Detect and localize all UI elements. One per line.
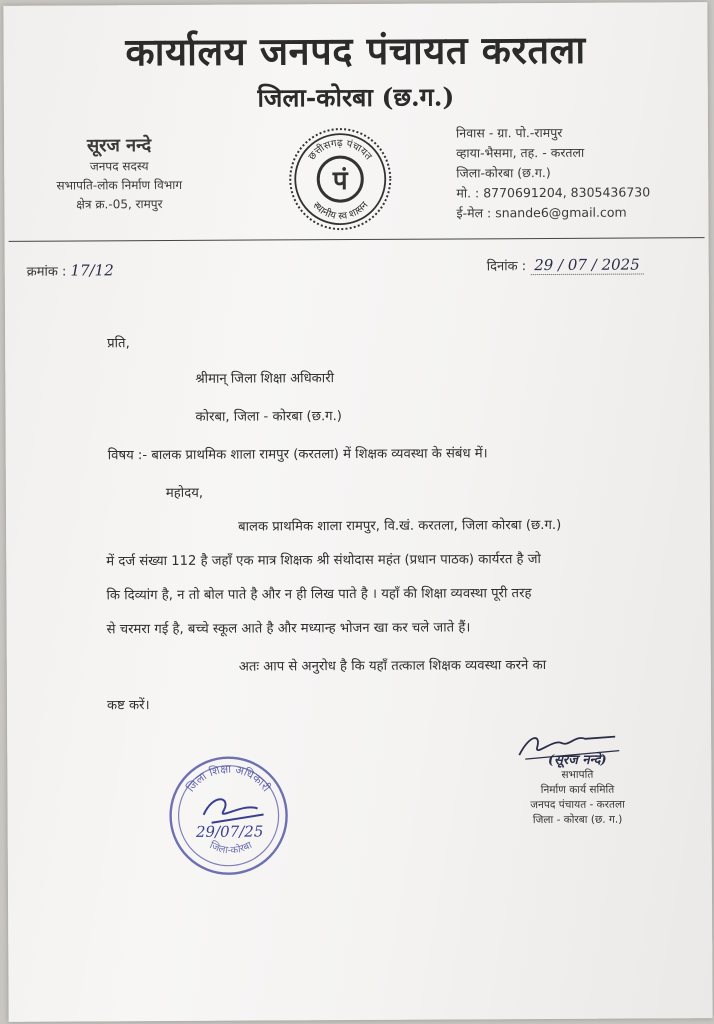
date-value: 29 / 07 / 2025 — [530, 256, 644, 276]
stamp-ring-text: जिला शिक्षा अधिकारी — [184, 762, 273, 795]
address-block — [456, 122, 707, 223]
signatory-title: सभापति — [561, 768, 594, 781]
svg-text:जिला-कोरबा — [208, 839, 255, 857]
sender-designation: सभापति-लोक निर्माण विभाग — [56, 177, 183, 193]
seal-bottom-text: स्थानीय स्व शासन — [310, 199, 371, 223]
reference-number — [27, 261, 114, 279]
address-phone: मो. : 8770691204, 8305436730 — [456, 184, 651, 201]
para1-line4: से चरमरा गई है, बच्चे स्कूल आते है और मध्यान्ह भोजन खा कर चले जाते हैं। — [106, 620, 471, 638]
signatory-name: (सूरज नन्दे) — [547, 752, 607, 769]
reference-value: 17/12 — [70, 261, 114, 280]
signatory-district: जिला - कोरबा (छ. ग.) — [532, 813, 623, 827]
sender-area: क्षेत्र क्र.-05, रामपुर — [76, 197, 163, 212]
address-email: ई-मेल : snande6@gmail.com — [456, 204, 627, 221]
para1-line2: में दर्ज संख्या 112 है जहाँ एक मात्र शिक्षक श्री संथोदास महंत (प्रधान पाठक) कार्यरत है जो — [106, 552, 541, 570]
sender-name: सूरज नन्दे — [86, 135, 152, 157]
address-line2: व्हाया-भैसमा, तह. - करतला — [456, 144, 585, 161]
subject-line: विषय :- बालक प्राथमिक शाला रामपुर (करतला) में शिक्षक व्यवस्था के संबंध में। — [107, 446, 488, 464]
date-label: दिनांक : — [486, 259, 527, 275]
stamp-date: 29/07/25 — [195, 822, 264, 841]
salutation: महोदय, — [165, 485, 204, 502]
address-line1: निवास - ग्रा. पो.-रामपुर — [455, 124, 563, 141]
address-line3: जिला-कोरबा (छ.ग.) — [456, 164, 551, 181]
office-district: जिला-कोरबा (छ.ग.) — [257, 82, 455, 113]
para1-line1: बालक प्राथमिक शाला रामपुर, वि.खं. करतला, जिला कोरबा (छ.ग.) — [238, 517, 562, 535]
para1-line3: कि दिव्यांग है, न तो बोल पाते है और न ही लिख पाते है । यहाँ की शिक्षा व्यवस्था पूरी तरह — [106, 586, 532, 604]
recipient-line2: कोरबा, जिला - कोरबा (छ.ग.) — [195, 409, 342, 425]
received-stamp-icon — [165, 752, 292, 879]
reference-label: क्रमांक : — [26, 264, 67, 280]
to-line: प्रति, — [107, 336, 130, 352]
signature-block — [507, 732, 647, 828]
signatory-office: जनपद पंचायत - करतला — [530, 798, 625, 812]
para2-line1: अतः आप से अनुरोध है कि यहाँ तत्काल शिक्षक व्यवस्था करने का — [238, 658, 547, 675]
letter-date — [487, 256, 644, 275]
signatory-committee: निर्माण कार्य समिति — [540, 783, 615, 797]
panchayat-seal-icon — [287, 126, 394, 233]
office-title: कार्यालय जनपद पंचायत करतला — [125, 26, 586, 75]
letter-page — [3, 2, 712, 1022]
seal-center-glyph: पं — [332, 166, 348, 197]
stamp-bottom-text: जिला-कोरबा — [207, 839, 254, 857]
seal-top-text: छत्तीसगढ़ पंचायत — [306, 138, 374, 163]
recipient-line1: श्रीमान् जिला शिक्षा अधिकारी — [195, 371, 335, 387]
para2-line2: कष्ट करें। — [106, 698, 150, 714]
sender-block — [24, 133, 214, 215]
sender-role: जनपद सदस्य — [89, 159, 149, 174]
header-divider — [9, 237, 705, 242]
